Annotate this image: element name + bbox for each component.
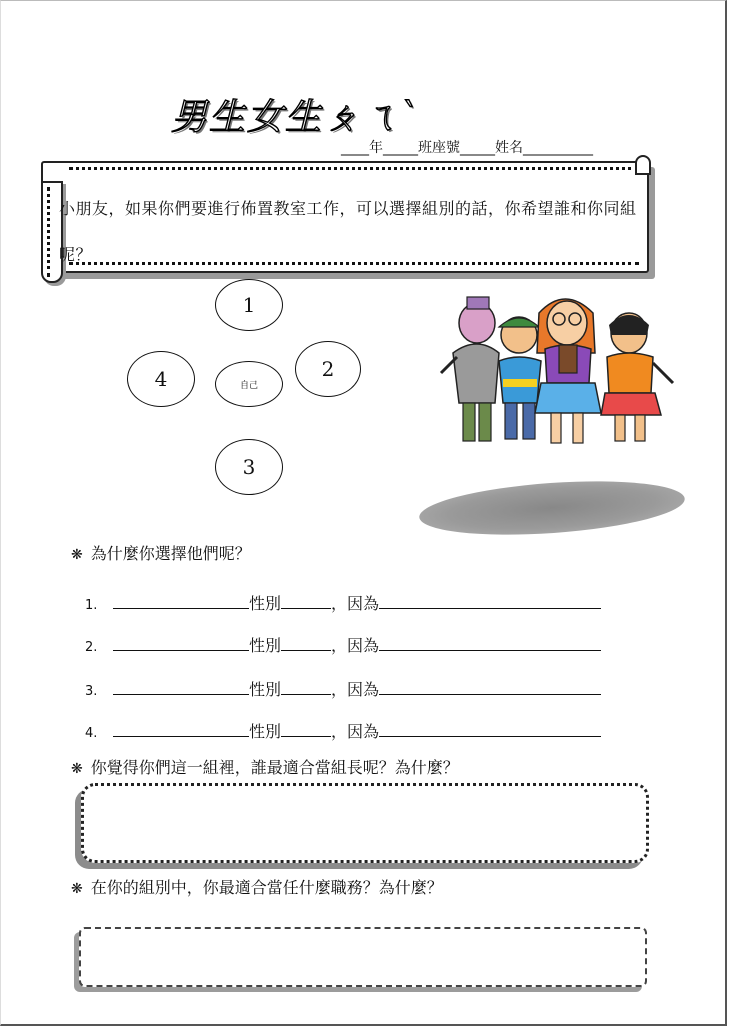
name-blank[interactable]	[113, 634, 249, 651]
flower-bullet-icon: ❋	[71, 547, 83, 563]
flower-bullet-icon: ❋	[71, 761, 83, 777]
answer-row-2	[85, 633, 601, 656]
gender-label: 性別	[249, 636, 282, 655]
because-label: ，因為	[331, 594, 380, 613]
child-glasses-figure	[535, 299, 601, 443]
gender-blank[interactable]	[281, 634, 331, 651]
worksheet-title: 男生女生ㄆㄟˋ	[171, 97, 420, 138]
prompt-text: 小朋友，如果你們要進行佈置教室工作，可以選擇組別的話，你希望誰和你同組呢？	[59, 199, 637, 264]
dotted-border-top	[69, 167, 639, 177]
name-blank[interactable]	[113, 678, 249, 695]
answer-row-number: 3.	[85, 684, 98, 699]
group-member-4-label: 4	[154, 367, 168, 391]
scroll-curl-right	[635, 155, 651, 175]
group-member-1-label: 1	[242, 293, 256, 317]
reason-blank[interactable]	[379, 634, 601, 651]
leader-answer-box[interactable]	[81, 783, 649, 863]
child-green-cap-figure	[499, 317, 541, 439]
section1-question	[71, 541, 251, 564]
children-illustration	[433, 283, 681, 453]
reason-blank[interactable]	[379, 592, 601, 609]
section3-question-text: 在你的組別中，你最適合當任什麼職務？為什麼？	[90, 878, 443, 897]
answer-row-1	[85, 591, 601, 614]
gender-label: 性別	[249, 594, 282, 613]
name-blank[interactable]	[113, 592, 249, 609]
reason-blank[interactable]	[379, 678, 601, 695]
section2-question	[71, 755, 459, 778]
group-member-2[interactable]	[295, 341, 361, 397]
answer-row-3	[85, 677, 601, 700]
class-name-line[interactable]: ____年_____班座號_____姓名__________	[341, 140, 593, 156]
group-self[interactable]	[215, 361, 283, 407]
name-blank[interactable]	[113, 720, 249, 737]
answer-row-number: 2.	[85, 640, 98, 655]
section1-question-text: 為什麼你選擇他們呢？	[90, 544, 251, 563]
gender-blank[interactable]	[281, 678, 331, 695]
answer-row-number: 4.	[85, 726, 98, 741]
section3-question	[71, 875, 443, 898]
group-member-3[interactable]	[215, 439, 283, 495]
group-member-1[interactable]	[215, 279, 283, 331]
child-orange-dress-figure	[601, 313, 673, 441]
gender-blank[interactable]	[281, 720, 331, 737]
reason-blank[interactable]	[379, 720, 601, 737]
answer-row-4	[85, 719, 601, 742]
group-member-2-label: 2	[321, 357, 335, 381]
gender-label: 性別	[249, 722, 282, 741]
because-label: ，因為	[331, 680, 380, 699]
gender-blank[interactable]	[281, 592, 331, 609]
answer-row-number: 1.	[85, 598, 98, 613]
section2-question-text: 你覺得你們這一組裡，誰最適合當組長呢？為什麼？	[90, 758, 459, 777]
group-self-label: 自己	[239, 380, 258, 391]
because-label: ，因為	[331, 722, 380, 741]
child-purple-hat-figure	[441, 297, 499, 441]
decorative-shadow-oval	[418, 474, 687, 542]
gender-label: 性別	[249, 680, 282, 699]
because-label: ，因為	[331, 636, 380, 655]
flower-bullet-icon: ❋	[71, 881, 83, 897]
role-answer-box[interactable]	[79, 927, 647, 987]
group-member-3-label: 3	[242, 455, 256, 479]
group-member-4[interactable]	[127, 351, 195, 407]
